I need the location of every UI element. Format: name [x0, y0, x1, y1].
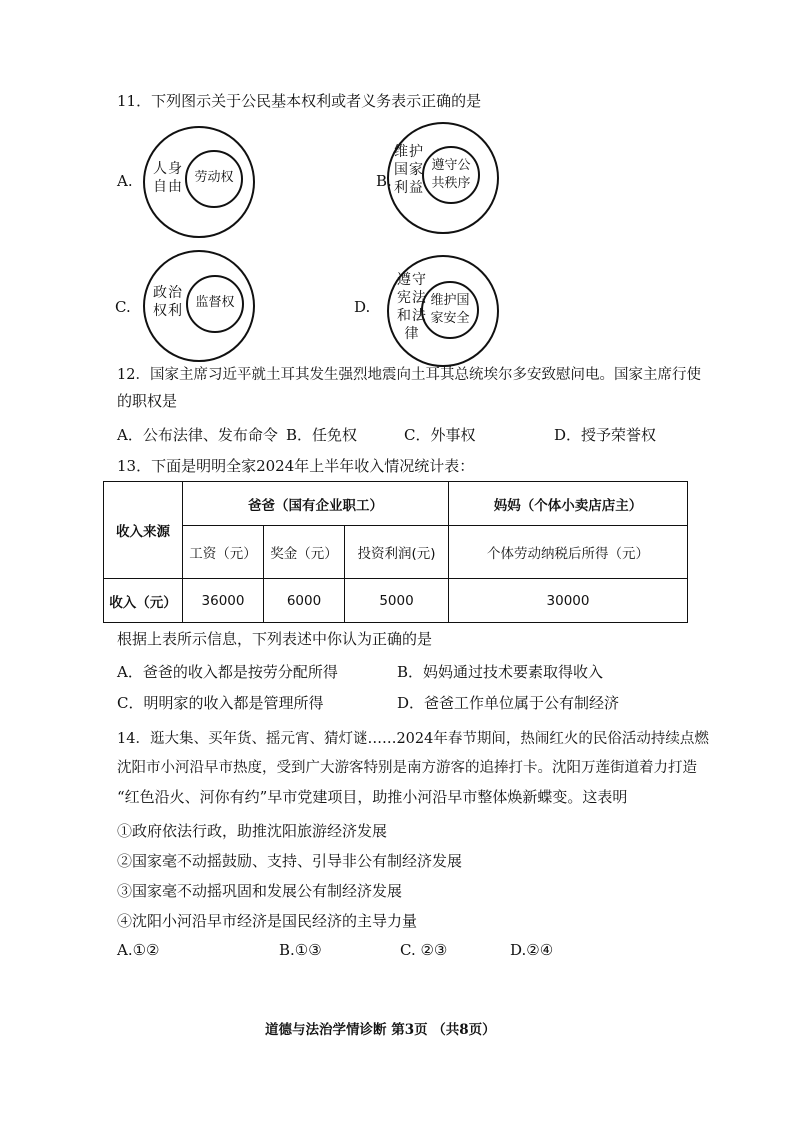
q11-option-a-inner-label: 劳动权 [194, 170, 234, 185]
table-header-dad: 爸爸（国有企业职工） [183, 482, 449, 526]
q14-stem-line3: “红色沿火、河你有约”早市党建项目，助推小河沿早市整体焕新蝶变。这表明 [117, 788, 628, 806]
q11-option-c-letter: C. [115, 298, 131, 316]
q13-stem: 13．下面是明明全家2024年上半年收入情况统计表： [117, 457, 475, 475]
q12-option-d: D．授予荣誉权 [554, 426, 657, 444]
q11-option-d-letter: D. [354, 298, 371, 316]
q12-stem-line2: 的职权是 [117, 392, 178, 410]
q14-option-d: D.②④ [510, 941, 554, 959]
table-cell: 30000 [449, 579, 688, 623]
table-col-self-employed: 个体劳动纳税后所得（元） [449, 526, 688, 579]
q14-item-2: ②国家毫不动摇鼓励、支持、引导非公有制经济发展 [117, 852, 463, 870]
q11-option-b-outer-label: 维护国家利益 [394, 144, 424, 196]
q11-option-d-inner-label: 维护国家安全 [430, 293, 470, 326]
q11-option-a-letter: A. [117, 172, 133, 190]
q11-option-c-inner-label: 监督权 [195, 295, 235, 310]
q12-option-a: A．公布法律、发布命令 [117, 426, 278, 444]
table-col-salary: 工资（元） [183, 526, 264, 579]
q11-option-c-outer-label: 政治权利 [153, 285, 183, 319]
q13-option-d: D．爸爸工作单位属于公有制经济 [397, 694, 620, 712]
q14-option-b: B.①③ [279, 941, 322, 959]
table-col-investment: 投资利润(元) [345, 526, 449, 579]
q14-item-1: ①政府依法行政，助推沈阳旅游经济发展 [117, 822, 388, 840]
income-table [103, 481, 688, 623]
q11-option-b-inner-label: 遵守公共秩序 [431, 158, 471, 191]
q12-option-c: C．外事权 [404, 426, 476, 444]
q11-stem: 11．下列图示关于公民基本权利或者义务表示正确的是 [117, 92, 482, 110]
q14-option-a: A.①② [117, 941, 160, 959]
q13-option-b: B．妈妈通过技术要素取得收入 [397, 663, 604, 681]
q14-item-3: ③国家毫不动摇巩固和发展公有制经济发展 [117, 882, 403, 900]
page-footer: 道德与法治学情诊断 第3页 （共8页） [265, 1022, 496, 1038]
table-col-bonus: 奖金（元） [264, 526, 345, 579]
table-cell: 36000 [183, 579, 264, 623]
q14-item-4: ④沈阳小河沿早市经济是国民经济的主导力量 [117, 912, 418, 930]
table-header-source: 收入来源 [104, 482, 183, 579]
table-cell: 6000 [264, 579, 345, 623]
q14-stem-line2: 沈阳市小河沿早市热度，受到广大游客特别是南方游客的追捧打卡。沈阳万莲街道着力打造 [117, 760, 697, 776]
table-row-income: 收入（元） [104, 579, 183, 623]
q13-prompt: 根据上表所示信息，下列表述中你认为正确的是 [117, 630, 433, 648]
q12-option-b: B．任免权 [286, 426, 358, 444]
q14-stem-line1: 14．逛大集、买年货、摇元宵、猜灯谜……2024年春节期间，热闹红火的民俗活动持续点燃 [117, 731, 709, 747]
table-header-mom: 妈妈（个体小卖店店主） [449, 482, 688, 526]
q11-option-a-outer-label: 人身自由 [153, 161, 183, 195]
q13-option-c: C．明明家的收入都是管理所得 [117, 694, 324, 712]
q14-option-c: C. ②③ [400, 941, 448, 959]
q13-option-a: A．爸爸的收入都是按劳分配所得 [117, 663, 338, 681]
q11-option-d-outer-label: 遵守宪法和法律 [397, 272, 427, 342]
table-cell: 5000 [345, 579, 449, 623]
q12-stem-line1: 12．国家主席习近平就土耳其发生强烈地震向土耳其总统埃尔多安致慰问电。国家主席行使 [117, 367, 701, 383]
q11-option-b-letter: B. [376, 172, 392, 190]
